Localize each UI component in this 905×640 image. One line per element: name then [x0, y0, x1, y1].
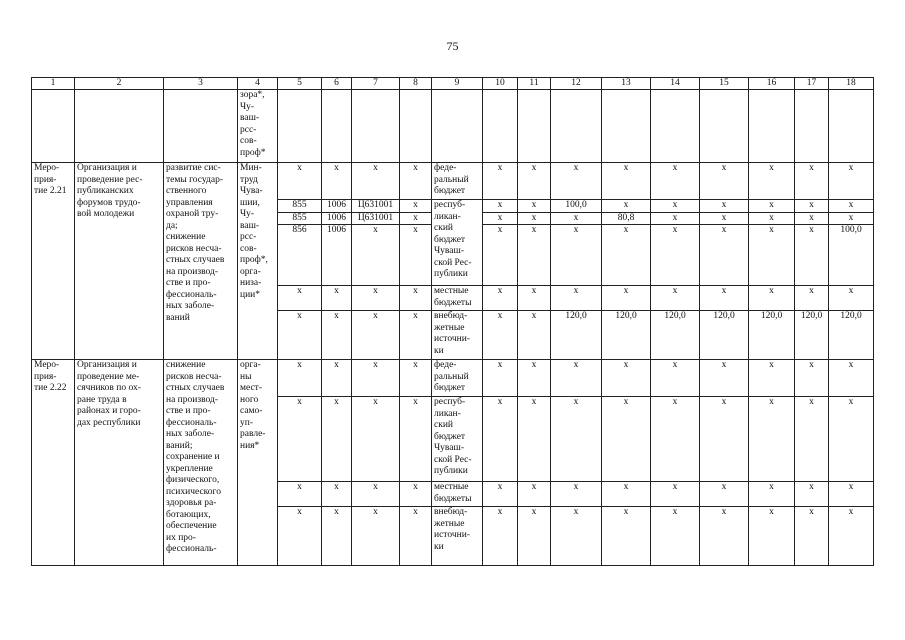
budget-code-cell: x — [400, 311, 432, 360]
budget-code-cell: x — [278, 286, 322, 311]
cell-text-line: бюджет — [434, 431, 466, 442]
header-cell: 2 — [75, 78, 164, 90]
funding-amount-cell: x — [795, 225, 829, 286]
funding-amount-cell: x — [551, 163, 602, 200]
funding-amount-cell: x — [700, 397, 749, 482]
cell-text-line: ваш- — [240, 113, 260, 123]
cell-text-line: уп- — [240, 417, 253, 428]
budget-code-cell: x — [322, 507, 352, 566]
funding-source-cell — [432, 286, 483, 311]
cell-text-line: рсс- — [240, 232, 257, 242]
funding-amount-cell: x — [795, 360, 829, 397]
cell-text-line: ваш- — [240, 220, 260, 231]
funding-amount-cell: x — [651, 163, 700, 200]
cell-text-line: ных заболе- — [166, 429, 215, 439]
funding-amount-cell: 120,0 — [795, 311, 829, 360]
cell-text-line: ции* — [240, 289, 261, 300]
funding-amount-cell: 120,0 — [749, 311, 795, 360]
funding-amount-cell: x — [551, 482, 602, 507]
cell-text-line: источни- — [434, 530, 470, 540]
cell-text-line: стве и про- — [166, 406, 211, 416]
funding-amount-cell: x — [602, 482, 651, 507]
budget-code-cell: x — [400, 482, 432, 507]
header-cell: 15 — [700, 78, 749, 90]
cell-text-line: сов- — [240, 136, 257, 146]
cell-text-line: фессиональ- — [166, 417, 217, 428]
cell-text-line: равле- — [240, 429, 266, 439]
funding-amount-cell: x — [749, 482, 795, 507]
cell-text-line: проф*, — [240, 255, 268, 265]
funding-amount-cell: x — [749, 212, 795, 225]
header-cell: 7 — [352, 78, 400, 90]
cell-text-line: бюджеты — [434, 493, 472, 504]
funding-amount-cell: x — [602, 200, 651, 213]
cell-text-line: бюджет — [434, 383, 466, 393]
funding-source-cell — [432, 311, 483, 360]
cell-text-line: снижение — [166, 360, 206, 370]
cell-text-line: Организация и — [77, 163, 137, 173]
cell-text-line: феде- — [434, 360, 457, 370]
cell-text-line: охраной тру- — [166, 209, 219, 219]
cell-text-line: ботающих, — [166, 509, 211, 520]
cell-text-line: да; — [166, 220, 178, 231]
cell-text-line: ственного — [166, 186, 207, 196]
cell-text-line: сохранение и — [166, 452, 220, 462]
cell-text-line: рисков несча- — [166, 371, 222, 382]
funding-amount-cell: x — [518, 200, 551, 213]
budget-code-cell: x — [352, 507, 400, 566]
cell-text-line: Чу- — [240, 101, 255, 112]
funding-amount-cell: x — [829, 360, 874, 397]
budget-code-cell: x — [322, 163, 352, 200]
cell-text-line: вой молодежи — [77, 209, 135, 219]
cell-text-line: фессиональ- — [166, 289, 217, 300]
funding-amount-cell: x — [651, 397, 700, 482]
cell-text-line: тие 2.21 — [34, 186, 67, 196]
table-row — [32, 360, 874, 397]
funding-amount-cell: x — [749, 225, 795, 286]
funding-amount-cell: x — [795, 482, 829, 507]
funding-amount-cell: x — [700, 360, 749, 397]
budget-code-cell: x — [322, 286, 352, 311]
funding-amount-cell: x — [700, 200, 749, 213]
cell-text-line: ральный — [434, 371, 469, 382]
budget-code-cell: x — [278, 360, 322, 397]
cell-text-line: ский — [434, 223, 453, 233]
budget-code-cell: x — [400, 507, 432, 566]
cell-text-line: само- — [240, 406, 263, 416]
cell-text-line: стных случаев — [166, 255, 225, 265]
funding-source-cell — [432, 360, 483, 397]
funding-amount-cell: 120,0 — [602, 311, 651, 360]
funding-amount-cell: x — [483, 163, 518, 200]
funding-amount-cell: x — [602, 397, 651, 482]
cell-text-line: ликан- — [434, 211, 461, 222]
funding-amount-cell: x — [551, 397, 602, 482]
funding-amount-cell: x — [795, 397, 829, 482]
funding-amount-cell: x — [651, 200, 700, 213]
cell-text-line: районах и горо- — [77, 406, 141, 416]
header-row — [32, 78, 874, 90]
cell-text-line: респуб- — [434, 200, 466, 210]
continuation-row — [32, 90, 874, 163]
event-goal-cell — [164, 360, 238, 566]
cell-text-line: укрепление — [166, 463, 213, 474]
budget-code-cell: x — [352, 225, 400, 286]
header-cell: 1 — [32, 78, 75, 90]
funding-amount-cell: x — [551, 286, 602, 311]
event-number-cell — [32, 360, 75, 566]
cell-text-line: развитие сис- — [166, 163, 221, 173]
event-executor-cell — [238, 360, 278, 566]
event-goal-cell — [164, 163, 238, 360]
cell-text-line: ваний — [166, 312, 190, 323]
cell-text-line: на производ- — [166, 394, 218, 405]
funding-amount-cell: x — [483, 311, 518, 360]
cell-text-line: стве и про- — [166, 278, 211, 288]
cell-text-line: ки — [434, 541, 444, 552]
cell-text-line: бюджет — [434, 234, 466, 245]
cell-text-line: ного — [240, 394, 259, 405]
cell-text-line: ваний; — [166, 440, 193, 451]
funding-amount-cell: x — [829, 163, 874, 200]
funding-amount-cell: x — [483, 200, 518, 213]
budget-code-cell: 856 — [278, 225, 322, 286]
budget-code-cell: x — [400, 286, 432, 311]
cell-text-line: ния* — [240, 440, 260, 451]
funding-amount-cell: x — [749, 507, 795, 566]
funding-amount-cell: x — [700, 507, 749, 566]
program-table — [31, 77, 874, 566]
funding-amount-cell: 80,8 — [602, 212, 651, 225]
cell-text-line: источни- — [434, 334, 470, 344]
cell-text-line: тие 2.22 — [34, 383, 67, 393]
funding-amount-cell: x — [749, 360, 795, 397]
cell-text-line: снижение — [166, 232, 206, 242]
cell-text-line: дах республики — [77, 417, 141, 428]
cell-text-line: прия- — [34, 174, 57, 185]
cell-text-line: ской Рес- — [434, 257, 472, 268]
funding-amount-cell: 120,0 — [829, 311, 874, 360]
cell-text-line: внебюд- — [434, 507, 468, 517]
cell-text-line: местные — [434, 482, 469, 492]
header-cell: 16 — [749, 78, 795, 90]
header-cell: 9 — [432, 78, 483, 90]
funding-amount-cell: x — [829, 286, 874, 311]
funding-amount-cell: 120,0 — [651, 311, 700, 360]
header-cell: 12 — [551, 78, 602, 90]
funding-amount-cell: x — [551, 225, 602, 286]
budget-code-cell: 1006 — [322, 225, 352, 286]
cell-text-line: жетные — [434, 518, 465, 529]
funding-amount-cell: 100,0 — [829, 225, 874, 286]
budget-code-cell: x — [322, 397, 352, 482]
cell-text-line: Мин- — [240, 163, 262, 173]
budget-code-cell: x — [352, 311, 400, 360]
cell-text-line: фессиональ- — [166, 544, 217, 554]
funding-amount-cell: x — [551, 360, 602, 397]
funding-amount-cell: x — [700, 482, 749, 507]
cell-text-line: сов- — [240, 243, 257, 254]
cell-text-line: публики — [434, 466, 468, 476]
funding-amount-cell: x — [518, 397, 551, 482]
funding-amount-cell: x — [829, 200, 874, 213]
cell-text-line: феде- — [434, 163, 457, 173]
funding-source-cell — [432, 200, 483, 286]
cell-text-line: ране труда в — [77, 394, 127, 405]
funding-source-cell — [432, 163, 483, 200]
budget-code-cell: x — [400, 360, 432, 397]
header-cell: 18 — [829, 78, 874, 90]
table-row — [32, 163, 874, 200]
funding-amount-cell: x — [829, 482, 874, 507]
funding-amount-cell: x — [700, 286, 749, 311]
cell-text-line: их про- — [166, 532, 196, 543]
funding-amount-cell: x — [795, 507, 829, 566]
budget-code-cell: 855 — [278, 212, 322, 225]
cell-text-line: орга- — [240, 360, 261, 370]
cell-text-line: Чуваш- — [434, 443, 464, 453]
cell-text-line: проведение рес- — [77, 174, 143, 185]
cell-text-line: рисков несча- — [166, 243, 222, 254]
cell-text-line: низа- — [240, 278, 262, 288]
budget-code-cell: 855 — [278, 200, 322, 213]
cell-text-line: Меро- — [34, 360, 60, 370]
cell-text-line: управления — [166, 197, 213, 208]
page-number: 75 — [446, 39, 459, 53]
funding-source-cell — [432, 397, 483, 482]
budget-code-cell: x — [400, 163, 432, 200]
budget-code-cell: x — [322, 360, 352, 397]
budget-code-cell: x — [278, 482, 322, 507]
cell-text-line: проведение ме- — [77, 371, 140, 382]
funding-amount-cell: x — [651, 225, 700, 286]
cell-text-line: местные — [434, 286, 469, 296]
cell-text-line: прия- — [34, 371, 57, 382]
cell-text-line: бюджеты — [434, 297, 472, 308]
budget-code-cell: Ц631001 — [352, 200, 400, 213]
funding-amount-cell: x — [829, 507, 874, 566]
budget-code-cell: x — [278, 507, 322, 566]
cell-text-line: внебюд- — [434, 311, 468, 321]
funding-amount-cell: x — [518, 163, 551, 200]
funding-amount-cell: x — [749, 397, 795, 482]
cell-text-line: обеспечение — [166, 521, 217, 531]
funding-amount-cell: 100,0 — [551, 200, 602, 213]
funding-amount-cell: x — [518, 225, 551, 286]
header-cell: 11 — [518, 78, 551, 90]
cell-text-line: мест- — [240, 383, 262, 393]
cell-text-line: ликан- — [434, 408, 461, 419]
cell-text-line: Чуваш- — [434, 246, 464, 256]
funding-amount-cell: x — [518, 507, 551, 566]
funding-amount-cell: x — [602, 507, 651, 566]
header-cell: 10 — [483, 78, 518, 90]
cell-text-line: форумов трудо- — [77, 197, 141, 208]
cell-text-line: физического, — [166, 475, 220, 485]
cell-text-line: ны — [240, 371, 252, 382]
funding-amount-cell: x — [700, 225, 749, 286]
funding-amount-cell: x — [483, 360, 518, 397]
funding-amount-cell: x — [749, 286, 795, 311]
event-executor-cell — [238, 163, 278, 360]
budget-code-cell: x — [400, 225, 432, 286]
cell-text-line: на производ- — [166, 266, 218, 277]
funding-amount-cell: x — [700, 163, 749, 200]
funding-amount-cell: 120,0 — [551, 311, 602, 360]
budget-code-cell: x — [322, 482, 352, 507]
header-cell: 17 — [795, 78, 829, 90]
header-cell: 13 — [602, 78, 651, 90]
funding-amount-cell: x — [795, 286, 829, 311]
header-cell: 5 — [278, 78, 322, 90]
funding-amount-cell: x — [700, 212, 749, 225]
funding-amount-cell: x — [483, 482, 518, 507]
event-name-cell — [75, 163, 164, 360]
funding-amount-cell: x — [602, 163, 651, 200]
continuation-executor-cell — [238, 90, 278, 163]
funding-amount-cell: x — [795, 200, 829, 213]
funding-amount-cell: x — [483, 212, 518, 225]
cell-text-line: публики — [434, 269, 468, 279]
cell-text-line: зора*, — [240, 90, 265, 100]
cell-text-line: ных заболе- — [166, 301, 215, 311]
budget-code-cell: x — [278, 397, 322, 482]
funding-source-cell — [432, 507, 483, 566]
budget-code-cell: x — [322, 311, 352, 360]
cell-text-line: Меро- — [34, 163, 60, 173]
funding-source-cell — [432, 482, 483, 507]
event-number-cell — [32, 163, 75, 360]
budget-code-cell: x — [278, 163, 322, 200]
funding-amount-cell: x — [518, 212, 551, 225]
cell-text-line: ки — [434, 345, 444, 356]
cell-text-line: ский — [434, 420, 453, 430]
budget-code-cell: x — [400, 212, 432, 225]
budget-code-cell: Ц631001 — [352, 212, 400, 225]
cell-text-line: шии, — [240, 197, 260, 208]
cell-text-line: бюджет — [434, 186, 466, 196]
event-name-cell — [75, 360, 164, 566]
cell-text-line: сячников по ох- — [77, 383, 141, 393]
budget-code-cell: x — [352, 286, 400, 311]
funding-amount-cell: x — [483, 397, 518, 482]
funding-amount-cell: x — [602, 286, 651, 311]
cell-text-line: Чу- — [240, 209, 255, 219]
funding-amount-cell: x — [518, 311, 551, 360]
funding-amount-cell: x — [795, 212, 829, 225]
header-cell: 14 — [651, 78, 700, 90]
funding-amount-cell: x — [518, 360, 551, 397]
funding-amount-cell: x — [483, 286, 518, 311]
header-cell: 4 — [238, 78, 278, 90]
budget-code-cell: x — [352, 397, 400, 482]
funding-amount-cell: x — [483, 507, 518, 566]
cell-text-line: Организация и — [77, 360, 137, 370]
funding-amount-cell: x — [518, 286, 551, 311]
cell-text-line: рсс- — [240, 124, 257, 135]
budget-code-cell: 1006 — [322, 200, 352, 213]
funding-amount-cell: x — [795, 163, 829, 200]
funding-amount-cell: x — [518, 482, 551, 507]
cell-text-line: респуб- — [434, 397, 466, 407]
funding-amount-cell: x — [602, 225, 651, 286]
budget-code-cell: 1006 — [322, 212, 352, 225]
header-cell: 8 — [400, 78, 432, 90]
budget-code-cell: x — [400, 397, 432, 482]
cell-text-line: стных случаев — [166, 383, 225, 393]
funding-amount-cell: x — [551, 507, 602, 566]
funding-amount-cell: x — [749, 200, 795, 213]
budget-code-cell: x — [352, 360, 400, 397]
funding-amount-cell: x — [651, 360, 700, 397]
cell-text-line: ской Рес- — [434, 454, 472, 465]
funding-amount-cell: x — [551, 212, 602, 225]
budget-code-cell: x — [278, 311, 322, 360]
funding-amount-cell: x — [651, 507, 700, 566]
funding-amount-cell: x — [749, 163, 795, 200]
cell-text-line: ральный — [434, 174, 469, 185]
funding-amount-cell: x — [651, 212, 700, 225]
funding-amount-cell: 120,0 — [700, 311, 749, 360]
header-cell: 6 — [322, 78, 352, 90]
cell-text-line: жетные — [434, 322, 465, 333]
funding-amount-cell: x — [829, 212, 874, 225]
cell-text-line: Чува- — [240, 186, 263, 196]
budget-code-cell: x — [352, 163, 400, 200]
cell-text-line: темы государ- — [166, 174, 223, 185]
funding-amount-cell: x — [829, 397, 874, 482]
budget-code-cell: x — [400, 200, 432, 213]
cell-text-line: здоровья ра- — [166, 498, 217, 508]
funding-amount-cell: x — [483, 225, 518, 286]
cell-text-line: труд — [240, 174, 258, 185]
funding-amount-cell: x — [651, 286, 700, 311]
cell-text-line: орга- — [240, 266, 261, 277]
cell-text-line: публиканских — [77, 186, 134, 196]
cell-text-line: проф* — [240, 147, 266, 158]
funding-amount-cell: x — [651, 482, 700, 507]
cell-text-line: психического — [166, 486, 221, 497]
header-cell: 3 — [164, 78, 238, 90]
budget-code-cell: x — [352, 482, 400, 507]
funding-amount-cell: x — [602, 360, 651, 397]
